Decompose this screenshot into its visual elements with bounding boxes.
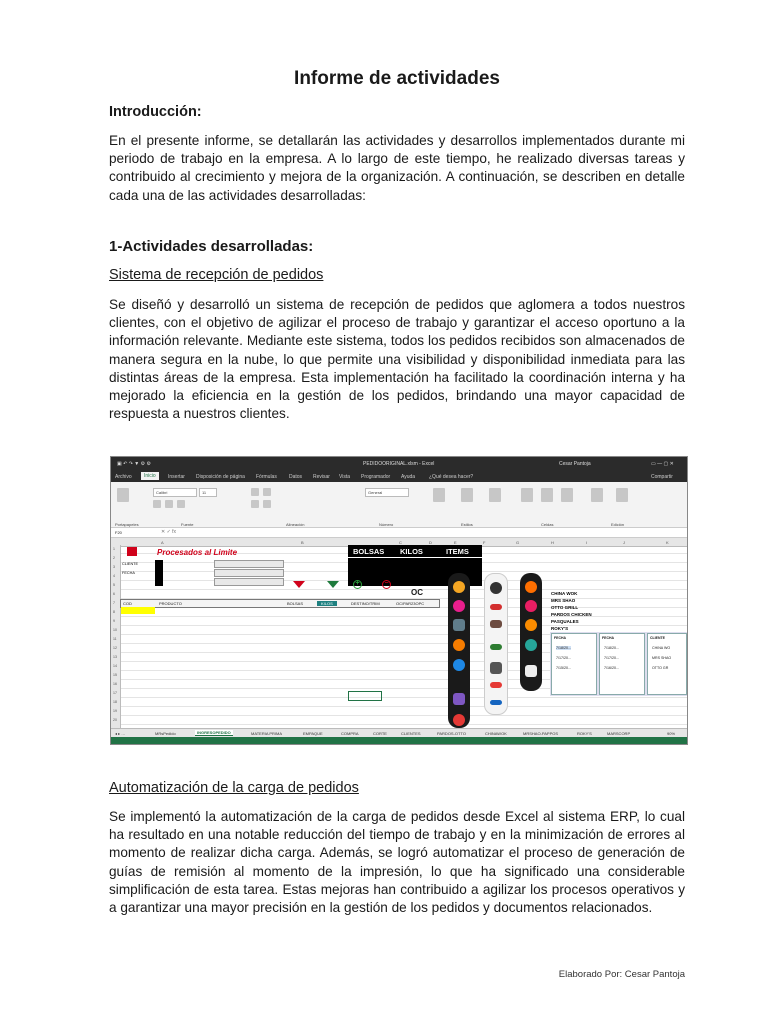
sheet-tab[interactable]: EMPAQUE bbox=[303, 731, 323, 736]
align-left-icon[interactable] bbox=[251, 500, 259, 508]
row-number[interactable]: 12 bbox=[113, 646, 117, 650]
excel-screenshot bbox=[110, 456, 688, 745]
number-format-box[interactable]: General bbox=[365, 488, 409, 497]
tab-programador[interactable]: Programador bbox=[361, 474, 391, 480]
row-number[interactable]: 19 bbox=[113, 709, 117, 713]
col-k[interactable]: K bbox=[666, 540, 669, 545]
col-e[interactable]: E bbox=[454, 540, 457, 545]
col-j[interactable]: J bbox=[623, 540, 625, 545]
add-circle-icon[interactable]: + bbox=[353, 580, 362, 589]
slicer-item[interactable]: 7/17/20... bbox=[604, 656, 619, 660]
col-g[interactable]: G bbox=[516, 540, 520, 545]
font-name-box[interactable]: Calibri bbox=[153, 488, 197, 497]
orange-action-icon[interactable] bbox=[453, 581, 465, 593]
window-controls-icon: ▭ — ▢ ✕ bbox=[651, 461, 674, 467]
col-header-oc: OC/PAR23OPC bbox=[396, 601, 425, 606]
sheet-tab[interactable]: ROKY'S bbox=[577, 731, 592, 736]
conditional-format-icon[interactable] bbox=[433, 488, 445, 502]
col-header-bolsas: BOLSAS bbox=[287, 601, 304, 606]
row-number[interactable]: 15 bbox=[113, 673, 117, 677]
intro-paragraph: En el presente informe, se detallarán las actividades y desarrollos implementados durante mi periodo de trabajo en la empresa. A lo largo de este tiempo, he realizado diversas tareas y contribuido al crecimiento y mejora de la organización. A continuación, se describen en detalle cada una de las actividades desarrolladas: bbox=[109, 133, 685, 203]
chinawok-logo-icon[interactable] bbox=[490, 582, 502, 594]
bold-icon[interactable] bbox=[153, 500, 161, 508]
selected-cell[interactable] bbox=[348, 691, 382, 701]
slicer-item[interactable]: CHINA WO bbox=[652, 646, 671, 650]
row-number[interactable]: 9 bbox=[113, 619, 115, 623]
align-middle-icon[interactable] bbox=[263, 488, 271, 496]
logos-toolbar bbox=[484, 573, 508, 715]
col-c[interactable]: C bbox=[399, 540, 402, 545]
user-name: Cesar Pantoja bbox=[559, 461, 591, 467]
sheet-tab[interactable]: MARSCORP bbox=[607, 731, 631, 736]
sheet-tab[interactable]: COMPRA bbox=[341, 731, 359, 736]
sheet-grid[interactable] bbox=[111, 545, 687, 728]
col-h[interactable]: H bbox=[551, 540, 554, 545]
row-number[interactable]: 10 bbox=[113, 628, 117, 632]
tab-revisar[interactable]: Revisar bbox=[313, 474, 330, 480]
row-number[interactable]: 18 bbox=[113, 700, 117, 704]
fecha-slicer-1[interactable] bbox=[551, 633, 597, 695]
items-header: ITEMS bbox=[446, 547, 469, 556]
subheading-automation: Automatización de la carga de pedidos bbox=[109, 780, 359, 796]
right-action-toolbar bbox=[520, 573, 542, 691]
underline-icon[interactable] bbox=[177, 500, 185, 508]
pasquales-logo-icon[interactable] bbox=[490, 662, 502, 674]
intro-heading: Introducción: bbox=[109, 104, 202, 120]
name-box[interactable]: F20 bbox=[115, 530, 122, 535]
restaurant-icon[interactable] bbox=[525, 581, 537, 593]
tab-insertar[interactable]: Insertar bbox=[168, 474, 185, 480]
restaurant-3: OTTO GRILL bbox=[551, 605, 579, 610]
align-center-icon[interactable] bbox=[263, 500, 271, 508]
tell-me-box[interactable]: ¿Qué desea hacer? bbox=[429, 474, 474, 480]
fecha-field[interactable] bbox=[214, 569, 284, 577]
red-down-arrow-icon[interactable] bbox=[293, 581, 305, 588]
slicer-header: FECHA bbox=[554, 636, 567, 640]
company-logo bbox=[127, 547, 137, 556]
pardos-logo-icon[interactable] bbox=[490, 644, 502, 650]
row-headers bbox=[111, 545, 121, 728]
insert-cells-icon[interactable] bbox=[521, 488, 533, 502]
print-icon[interactable] bbox=[453, 619, 465, 631]
sort-filter-icon[interactable] bbox=[591, 488, 603, 502]
delete-cells-icon[interactable] bbox=[541, 488, 553, 502]
row-number[interactable]: 11 bbox=[113, 637, 117, 641]
row-number[interactable]: 16 bbox=[113, 682, 117, 686]
row-number[interactable]: 17 bbox=[113, 691, 117, 695]
fecha-label: FECHA bbox=[122, 571, 135, 575]
document-title: Informe de actividades bbox=[294, 68, 500, 89]
slicer-item[interactable]: OTTO GR bbox=[652, 666, 669, 670]
extra-field[interactable] bbox=[214, 578, 284, 586]
fecha-slicer-2[interactable] bbox=[599, 633, 645, 695]
tab-formulas[interactable]: Fórmulas bbox=[256, 474, 277, 480]
ottogrill-logo-icon[interactable] bbox=[490, 620, 502, 628]
window-title: PEDIDOORIGINAL.xlsm - Excel bbox=[363, 461, 435, 467]
group-estilos: Estilos bbox=[461, 522, 473, 527]
tab-disposicion[interactable]: Disposición de página bbox=[196, 474, 245, 480]
rokys-logo-icon[interactable] bbox=[490, 682, 502, 688]
group-numero: Número bbox=[379, 522, 394, 527]
format-as-table-icon[interactable] bbox=[461, 488, 473, 502]
automation-paragraph: Se implementó la automatización de la carga de pedidos desde Excel al sistema ERP, lo cual ha resultado en una notable reducción del tiempo de trabajo y en la minimización de errores al momento de realizar dicha carga. Además, se logró automatizar el proceso de generación de guías de remisión al momento de la impresión, lo que ha significado una considerable simplificación de esta tarea. Estas mejoras han contribuido a agilizar los procesos operativos y a garantizar una mayor precisión en la gestión de los pedidos y documentos relacionados. bbox=[109, 809, 685, 916]
col-i[interactable]: I bbox=[586, 540, 588, 545]
group-celdas: Celdas bbox=[541, 522, 554, 527]
grid-apps-icon[interactable] bbox=[453, 693, 465, 705]
col-d[interactable]: D bbox=[429, 540, 432, 545]
row-number[interactable]: 4 bbox=[113, 574, 115, 578]
sheet-tab[interactable]: MRsPedido bbox=[155, 731, 176, 736]
sheet-tab[interactable]: CHINAWOK bbox=[485, 731, 507, 736]
slicer-item[interactable]: 7/18/20... bbox=[556, 646, 571, 650]
green-down-arrow-icon[interactable] bbox=[327, 581, 339, 588]
fx-icon: ✕ ✓ fx bbox=[161, 529, 177, 535]
oc-label: OC bbox=[411, 588, 423, 597]
status-bar bbox=[111, 737, 687, 744]
pink-action-icon[interactable] bbox=[453, 600, 465, 612]
row-number[interactable]: 20 bbox=[113, 718, 117, 722]
orange-circle-icon[interactable] bbox=[453, 639, 465, 651]
font-size-box[interactable]: 11 bbox=[199, 488, 217, 497]
slicer-item[interactable]: 7/16/20... bbox=[604, 666, 619, 670]
row-number[interactable]: 8 bbox=[113, 610, 115, 614]
find-select-icon[interactable] bbox=[616, 488, 628, 502]
row-number[interactable]: 5 bbox=[113, 583, 115, 587]
col-header-kilos: KILOS bbox=[317, 601, 337, 606]
sheet-tab[interactable]: CLIENTES bbox=[401, 731, 421, 736]
zoom-level[interactable]: 90% bbox=[667, 731, 676, 736]
bolsas-header: BOLSAS bbox=[353, 547, 385, 556]
sheet-nav-icon[interactable]: ◂ ▸ … bbox=[115, 731, 126, 736]
totals-header bbox=[348, 545, 482, 557]
tab-vista[interactable]: Vista bbox=[339, 474, 351, 480]
row-number[interactable]: 3 bbox=[113, 565, 115, 569]
sheet-tab[interactable]: MATERIA PRIMA bbox=[251, 731, 283, 736]
row-number[interactable]: 7 bbox=[113, 601, 115, 605]
group-edicion: Edición bbox=[611, 522, 625, 527]
sheet-tab[interactable]: MRSHAO-PAPPOS bbox=[523, 731, 559, 736]
dl-icon[interactable] bbox=[453, 659, 465, 671]
active-input-cell[interactable] bbox=[121, 607, 155, 614]
footer-author: Elaborado Por: Cesar Pantoja bbox=[558, 969, 685, 980]
printer-icon[interactable] bbox=[525, 665, 537, 677]
ribbon-tabs bbox=[111, 471, 687, 482]
mrshao-logo-icon[interactable] bbox=[490, 604, 502, 610]
tab-archivo[interactable]: Archivo bbox=[115, 474, 132, 480]
restaurant-5: PASQUALES bbox=[551, 619, 579, 624]
label-marker bbox=[155, 560, 163, 586]
col-header-cod: COD bbox=[123, 601, 132, 606]
row-number[interactable]: 1 bbox=[113, 547, 115, 551]
format-cells-icon[interactable] bbox=[561, 488, 573, 502]
group-portapapeles: Portapapeles bbox=[115, 522, 139, 527]
red-action-icon[interactable] bbox=[453, 714, 465, 726]
align-top-icon[interactable] bbox=[251, 488, 259, 496]
money-icon[interactable] bbox=[525, 639, 537, 651]
shop-icon[interactable] bbox=[525, 600, 537, 612]
row-number[interactable]: 6 bbox=[113, 592, 115, 596]
tab-inicio[interactable]: Inicio bbox=[141, 472, 159, 480]
restaurant-1: CHINA WOK bbox=[551, 591, 578, 596]
formula-bar[interactable] bbox=[111, 528, 687, 538]
slicer-item[interactable]: 7/17/20... bbox=[556, 656, 571, 660]
slicer-item[interactable]: MRS SHAO bbox=[652, 656, 672, 660]
slicer-header: CLIENTE bbox=[650, 636, 665, 640]
paste-icon[interactable] bbox=[117, 488, 129, 502]
share-button[interactable]: Compartir bbox=[651, 474, 673, 480]
remove-circle-icon[interactable]: − bbox=[382, 580, 391, 589]
sheet-tab[interactable]: CORTE bbox=[373, 731, 387, 736]
kilos-header: KILOS bbox=[400, 547, 423, 556]
col-header-producto: PRODUCTO bbox=[159, 601, 182, 606]
row-number[interactable]: 13 bbox=[113, 655, 117, 659]
restaurant-2: MRS SHAO bbox=[551, 598, 576, 603]
group-alineacion: Alineación bbox=[286, 522, 305, 527]
sheet-title: Procesados al Limite bbox=[157, 548, 238, 557]
excel-titlebar bbox=[111, 457, 687, 471]
col-b[interactable]: B bbox=[301, 540, 304, 545]
bag-icon[interactable] bbox=[525, 619, 537, 631]
restaurant-6: ROKY'S bbox=[551, 626, 569, 631]
subheading-reception: Sistema de recepción de pedidos bbox=[109, 267, 324, 283]
row-number[interactable]: 14 bbox=[113, 664, 117, 668]
table-header-row bbox=[120, 599, 440, 608]
col-a[interactable]: A bbox=[161, 540, 164, 545]
group-fuente: Fuente bbox=[181, 522, 194, 527]
row-number[interactable]: 2 bbox=[113, 556, 115, 560]
slicer-item[interactable]: 7/18/20... bbox=[604, 646, 619, 650]
section-heading: 1-Actividades desarrolladas: bbox=[109, 238, 314, 255]
reception-paragraph: Se diseñó y desarrolló un sistema de recepción de pedidos que aglomera a todos nuestros clientes, con el objetivo de agilizar el proceso de trabajo y garantizar el acceso oportuno a la información relevante. Mediante este sistema, todos los pedidos recibidos son almacenados de manera segura en la nube, lo que permite una visibilidad y disponibilidad inmediata para las distintas áreas de la empresa. Esta implementación ha facilitado la coordinación interna y ha mejorado la eficiencia en la gestión de los pedidos, brindando una mayor capacidad de respuesta a nuestros clientes. bbox=[109, 297, 685, 422]
ribbon bbox=[111, 482, 687, 528]
cell-styles-icon[interactable] bbox=[489, 488, 501, 502]
tab-ayuda[interactable]: Ayuda bbox=[401, 474, 416, 480]
cliente-label: CLIENTE bbox=[122, 562, 139, 566]
italic-icon[interactable] bbox=[165, 500, 173, 508]
slicer-item[interactable]: 7/15/20... bbox=[556, 666, 571, 670]
tab-datos[interactable]: Datos bbox=[289, 474, 303, 480]
restaurant-4: PARDOS CHICKEN bbox=[551, 612, 592, 617]
left-action-toolbar bbox=[448, 573, 470, 728]
col-header-destino: DESTINO/TRIM bbox=[351, 601, 380, 606]
col-f[interactable]: F bbox=[483, 540, 486, 545]
cliente-slicer[interactable] bbox=[647, 633, 687, 695]
save-icon: ▣ ↶ ↷ ▼ ⚙ ⚙ bbox=[117, 461, 151, 467]
slicer-header: FECHA bbox=[602, 636, 615, 640]
sheet-tab-active[interactable]: INGRESOPEDIDO bbox=[197, 730, 231, 735]
marscorp-logo-icon[interactable] bbox=[490, 700, 502, 705]
cliente-field[interactable] bbox=[214, 560, 284, 568]
sheet-tab[interactable]: PARDOS-OTTO bbox=[437, 731, 466, 736]
